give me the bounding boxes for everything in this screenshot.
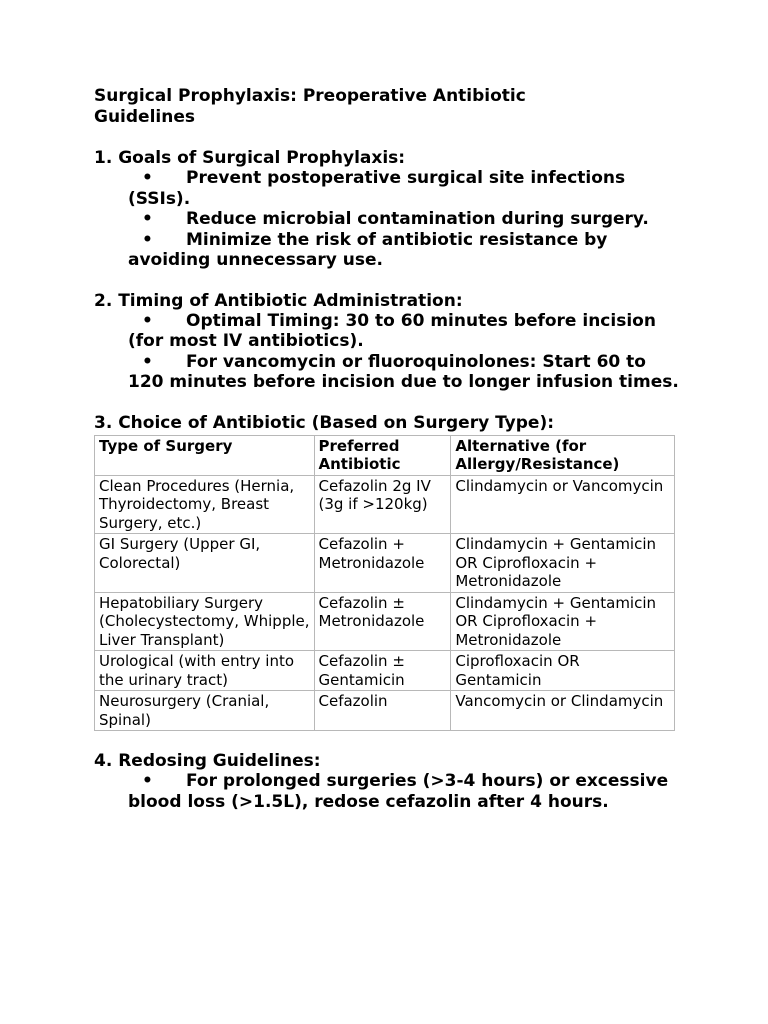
document-title: Surgical Prophylaxis: Preoperative Antibiotic Guidelines (94, 86, 526, 127)
document-page (94, 86, 684, 812)
table-cell: Cefazolin 2g IV (3g if >120kg) (314, 475, 451, 534)
section-heading-timing: 2. Timing of Antibiotic Administration: (94, 290, 463, 311)
table-row (95, 592, 675, 651)
table-cell: Clean Procedures (Hernia, Thyroidectomy, Breast Surgery, etc.) (95, 475, 315, 534)
table-row (95, 475, 675, 534)
timing-list (94, 311, 684, 393)
list-item-text: Prevent postoperative surgical site infections (SSIs). (128, 168, 626, 209)
table-cell: Urological (with entry into the urinary tract) (95, 651, 315, 691)
bullet-icon: • (142, 351, 153, 372)
list-item (94, 311, 684, 352)
bullet-icon: • (142, 229, 153, 250)
goals-list (94, 168, 684, 271)
list-item-text: Minimize the risk of antibiotic resistance by avoiding unnecessary use. (128, 229, 608, 270)
list-item (94, 352, 684, 393)
table-cell: Hepatobiliary Surgery (Cholecystectomy, Whipple, Liver Transplant) (95, 592, 315, 651)
table-cell: Neurosurgery (Cranial, Spinal) (95, 691, 315, 731)
list-item-text: Reduce microbial contamination during surgery. (186, 209, 649, 229)
column-header-alternative: Alternative (for Allergy/Resistance) (451, 435, 675, 475)
column-header-surgery-type: Type of Surgery (95, 435, 315, 475)
table-cell: Cefazolin ± Metronidazole (314, 592, 451, 651)
bullet-icon: • (142, 771, 153, 791)
table-cell: Cefazolin (314, 691, 451, 731)
section-heading-goals: 1. Goals of Surgical Prophylaxis: (94, 148, 406, 168)
table-cell: Cefazolin + Metronidazole (314, 534, 451, 593)
table-cell: Cefazolin ± Gentamicin (314, 651, 451, 691)
table-row (95, 691, 675, 731)
list-item-text: For prolonged surgeries (>3-4 hours) or excessive blood loss (>1.5L), redose cefazolin after 4 hours. (128, 771, 669, 812)
table-row (95, 534, 675, 593)
list-item (94, 168, 684, 209)
table-cell: Clindamycin + Gentamicin OR Ciprofloxacin + Metronidazole (451, 592, 675, 651)
table-header-row (95, 435, 675, 475)
list-item (94, 771, 684, 812)
table-cell: Vancomycin or Clindamycin (451, 691, 675, 731)
section-heading-choice: 3. Choice of Antibiotic (Based on Surgery Type): (94, 412, 555, 433)
section-goals (94, 148, 684, 271)
section-timing (94, 291, 684, 393)
table-row (95, 651, 675, 691)
list-item (94, 209, 684, 230)
antibiotic-table (94, 435, 675, 732)
list-item (94, 230, 684, 271)
bullet-icon: • (142, 310, 153, 331)
section-redosing (94, 751, 684, 812)
bullet-icon: • (142, 168, 153, 188)
table-cell: Clindamycin + Gentamicin OR Ciprofloxacin + Metronidazole (451, 534, 675, 593)
list-item-text: For vancomycin or fluoroquinolones: Start 60 to 120 minutes before incision due to longer infusion times. (128, 351, 679, 392)
table-cell: GI Surgery (Upper GI, Colorectal) (95, 534, 315, 593)
redosing-list (94, 771, 684, 812)
bullet-icon: • (142, 209, 153, 229)
table-cell: Clindamycin or Vancomycin (451, 475, 675, 534)
list-item-text: Optimal Timing: 30 to 60 minutes before incision (for most IV antibiotics). (128, 310, 656, 351)
section-heading-redosing: 4. Redosing Guidelines: (94, 751, 321, 771)
table-cell: Ciprofloxacin OR Gentamicin (451, 651, 675, 691)
section-choice (94, 413, 684, 732)
column-header-preferred-antibiotic: Preferred Antibiotic (314, 435, 451, 475)
